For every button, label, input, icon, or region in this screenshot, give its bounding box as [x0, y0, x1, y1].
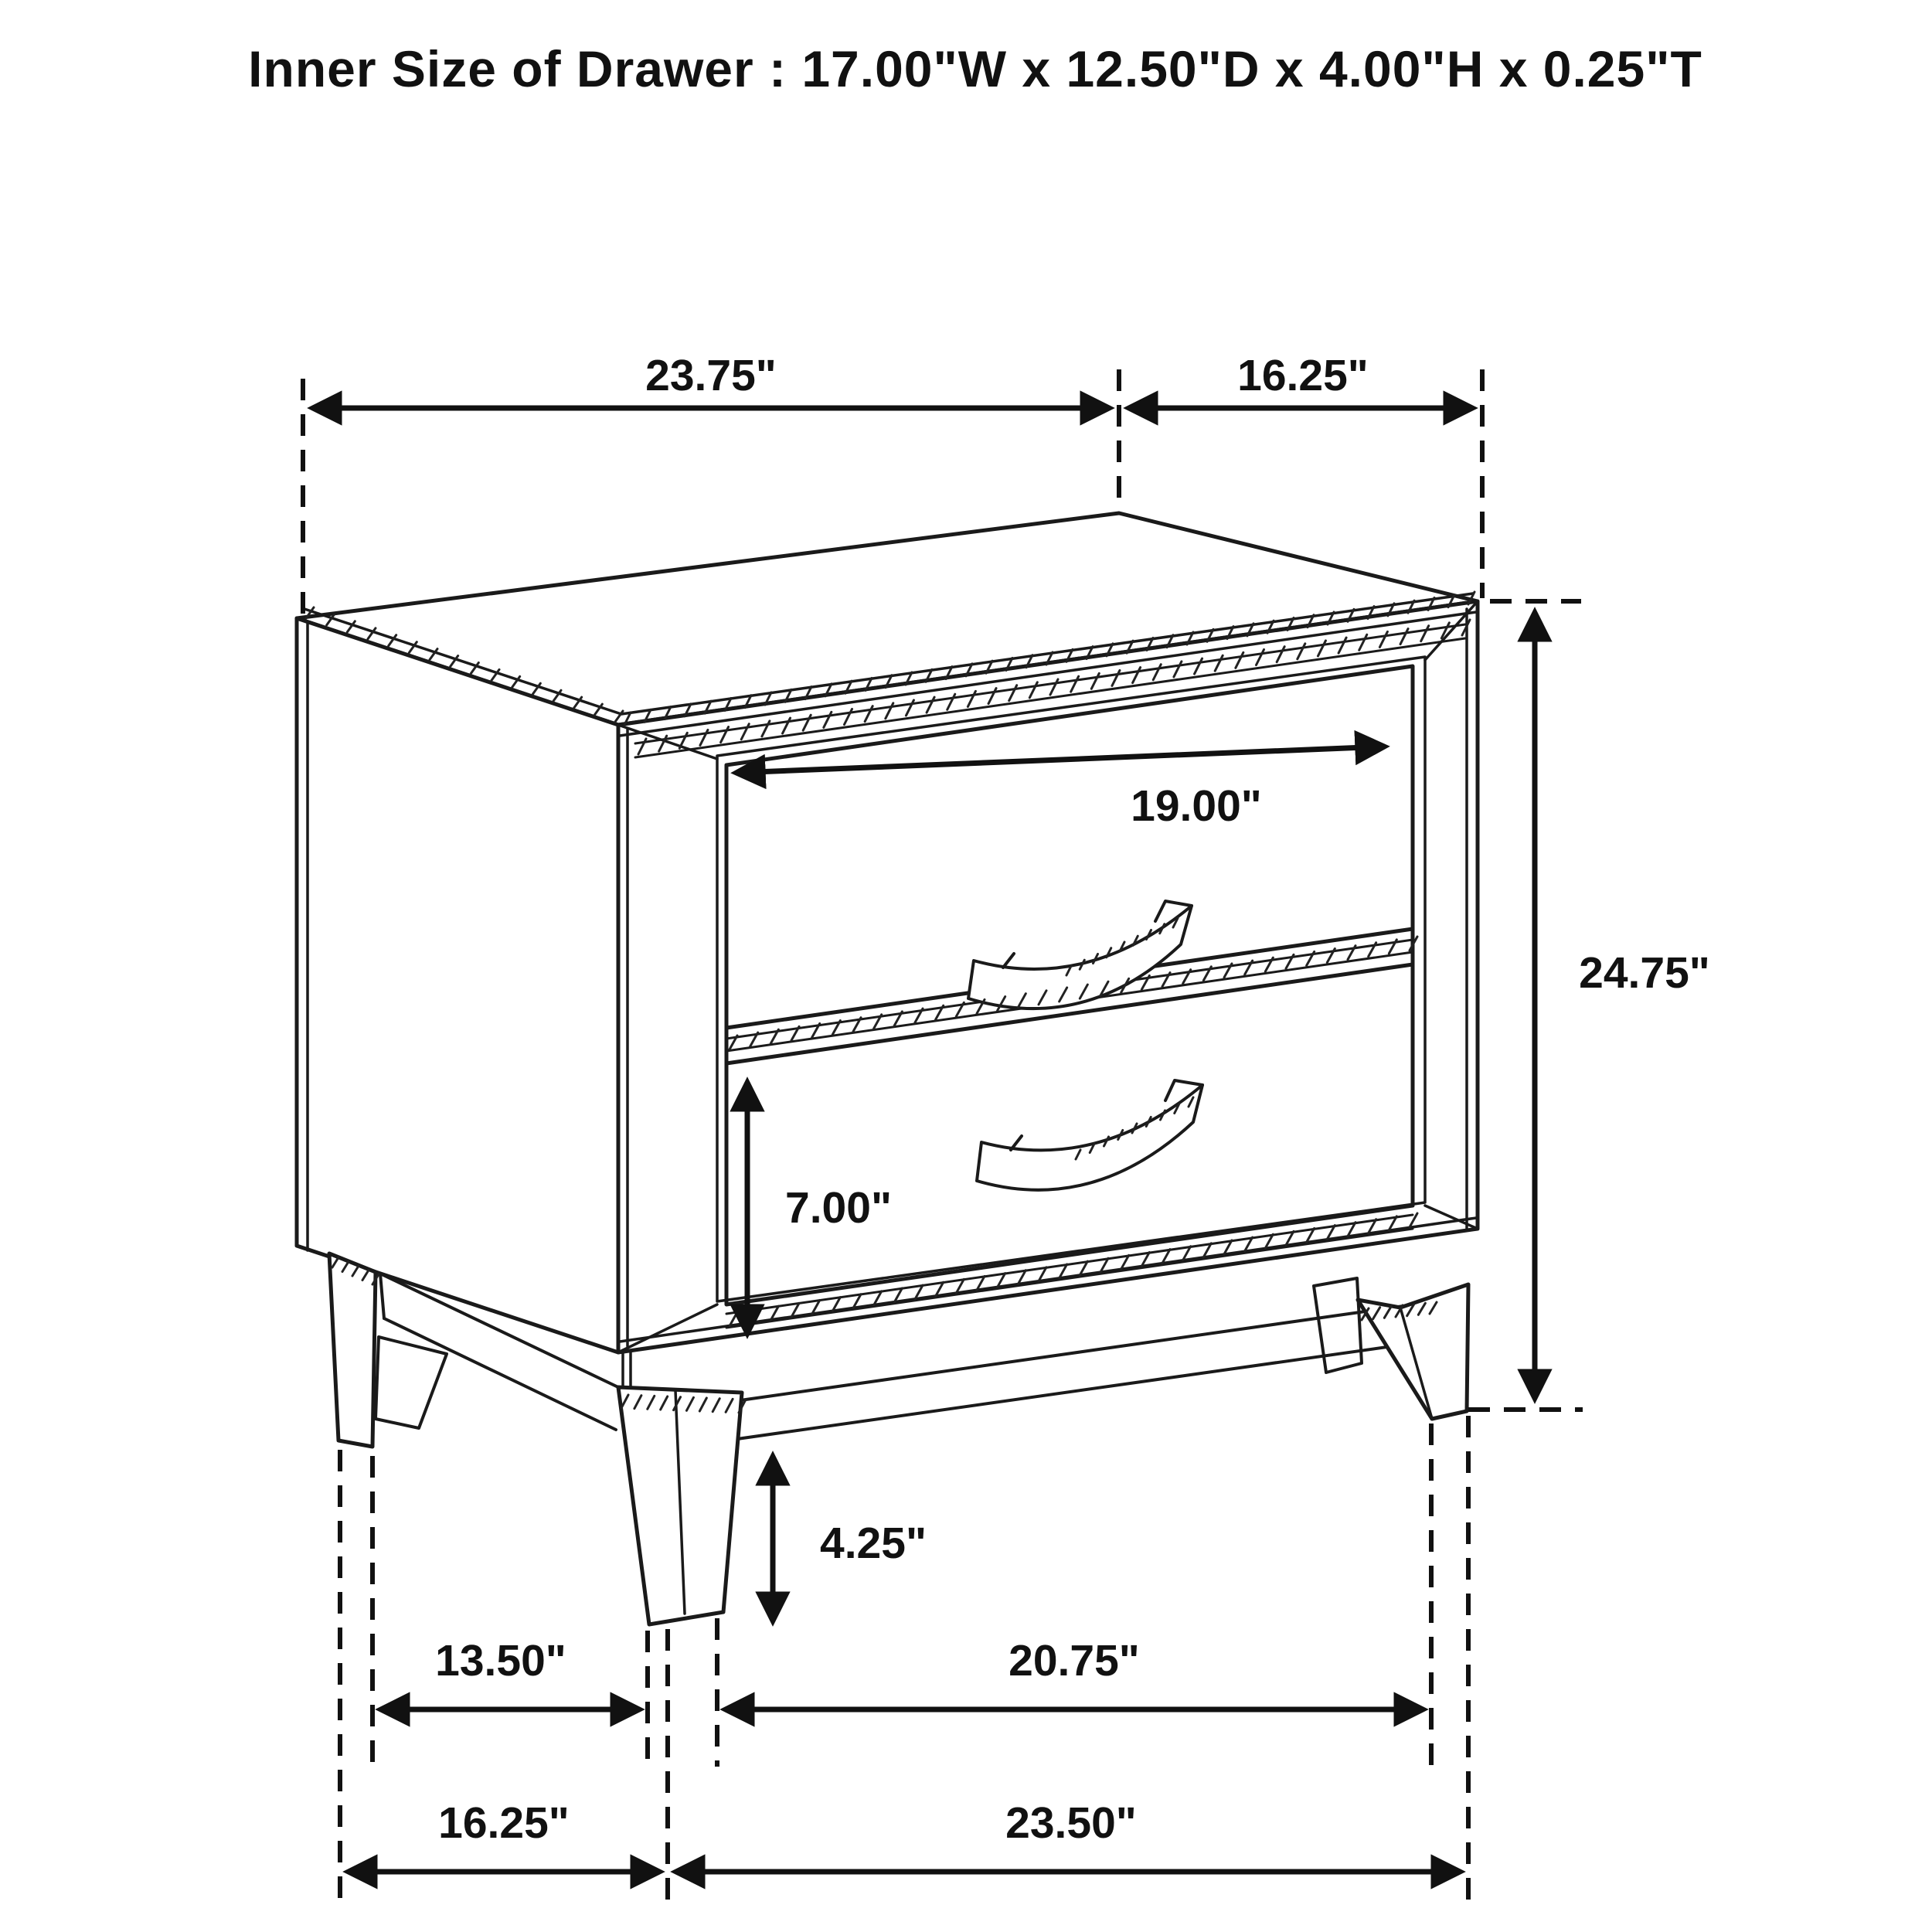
dim-label-floor-width: 23.50": [1005, 1798, 1137, 1848]
nightstand-drawing: [297, 513, 1478, 1624]
left-stretcher-cap: [380, 1274, 384, 1318]
dim-label-leg-height: 4.25": [820, 1519, 927, 1568]
back-left-leg: [329, 1253, 376, 1447]
diagram-title: Inner Size of Drawer : 17.00"W x 12.50"D x 4.00"H x 0.25"T: [248, 40, 1702, 97]
dim-label-drawer-height: 7.00": [785, 1183, 892, 1233]
dim-label-floor-depth: 16.25": [438, 1798, 570, 1848]
dim-label-height: 24.75": [1579, 948, 1710, 998]
left-side-panel: [297, 618, 618, 1352]
back-left-leg-side: [376, 1337, 447, 1428]
dim-label-top-width: 23.75": [645, 351, 777, 400]
dim-label-leg-span-depth: 13.50": [435, 1636, 566, 1685]
back-right-leg: [1314, 1278, 1362, 1372]
dim-label-leg-span-width: 20.75": [1009, 1636, 1140, 1685]
dim-label-top-depth: 16.25": [1237, 351, 1369, 400]
dim-label-drawer-width: 19.00": [1131, 781, 1262, 831]
front-rail-bottom: [737, 1343, 1414, 1439]
